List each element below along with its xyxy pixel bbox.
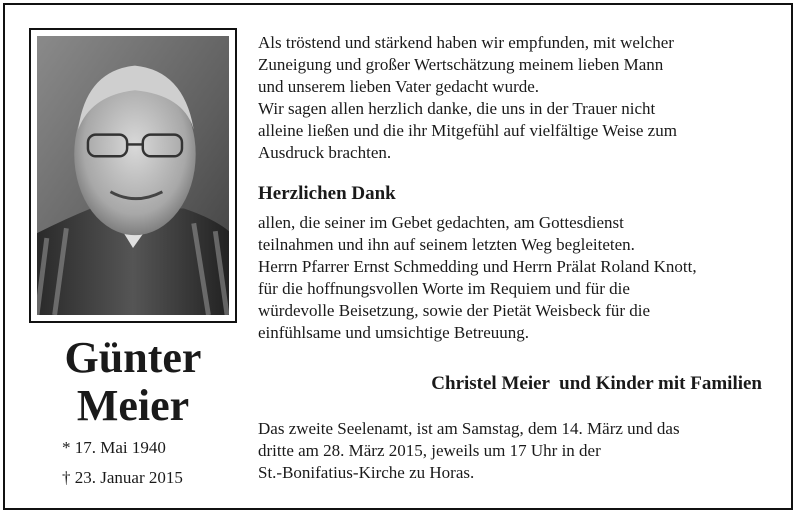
intro-paragraph xyxy=(258,32,778,164)
death-date: † 23. Januar 2015 xyxy=(62,468,183,487)
intro-line: Ausdruck brachten. xyxy=(258,143,392,162)
thanks-line: allen, die seiner im Gebet gedachten, am Gottesdienst xyxy=(258,213,624,232)
intro-line: alleine ließen und die ihr Mitgefühl auf vielfältige Weise zum xyxy=(258,121,677,140)
mass-notice xyxy=(258,418,778,484)
intro-line: Zuneigung und großer Wertschätzung meinem lieben Mann xyxy=(258,55,664,74)
portrait-frame xyxy=(29,28,237,323)
intro-line: und unserem lieben Vater gedacht wurde. xyxy=(258,77,540,96)
family-signature: Christel Meier und Kinder mit Familien xyxy=(431,373,762,394)
notice-line: St.-Bonifatius-Kirche zu Horas. xyxy=(258,463,475,482)
intro-line: Wir sagen allen herzlich danke, die uns in der Trauer nicht xyxy=(258,99,656,118)
thanks-paragraph xyxy=(258,212,778,344)
portrait-illustration xyxy=(37,36,229,315)
thanks-line: Herrn Pfarrer Ernst Schmedding und Herrn Prälat Roland Knott, xyxy=(258,257,697,276)
birth-date: * 17. Mai 1940 xyxy=(62,438,166,457)
notice-line: Das zweite Seelenamt, ist am Samstag, dem 14. März und das xyxy=(258,419,680,438)
thanks-line: teilnahmen und ihn auf seinem letzten Weg begleiteten. xyxy=(258,235,635,254)
thanks-line: für die hoffnungsvollen Worte im Requiem und für die xyxy=(258,279,630,298)
last-name: Meier xyxy=(76,381,190,430)
thanks-line: einfühlsame und umsichtige Betreuung. xyxy=(258,323,529,342)
notice-line: dritte am 28. März 2015, jeweils um 17 Uhr in der xyxy=(258,441,601,460)
first-name: Günter xyxy=(64,333,202,382)
thanks-line: würdevolle Beisetzung, sowie der Pietät Weisbeck für die xyxy=(258,301,651,320)
intro-line: Als tröstend und stärkend haben wir empfunden, mit welcher xyxy=(258,33,674,52)
thanks-heading: Herzlichen Dank xyxy=(258,183,396,204)
portrait-photo-icon xyxy=(37,36,229,315)
